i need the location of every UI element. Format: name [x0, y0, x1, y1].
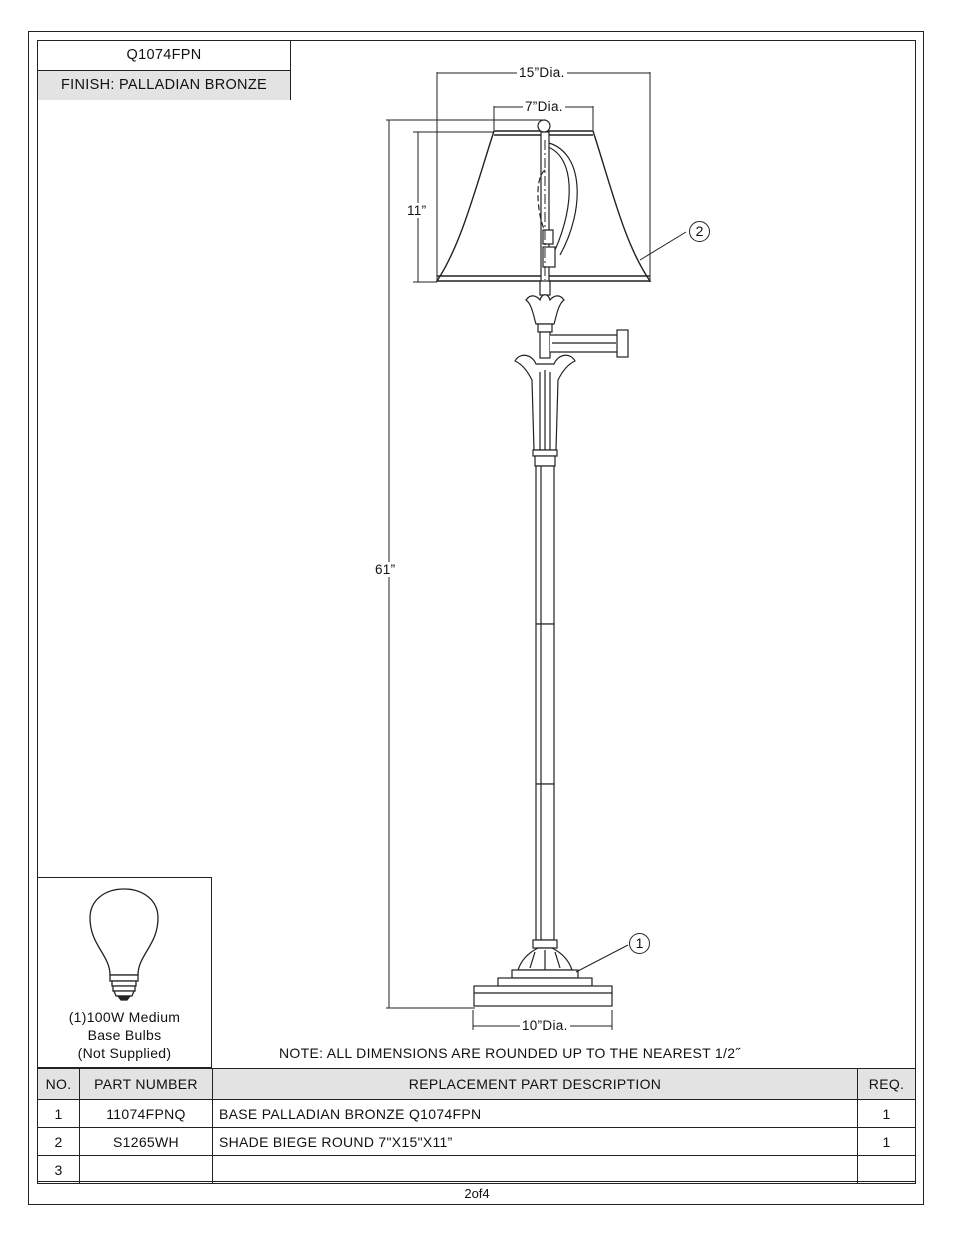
- shade-bottom-diameter: 15”Dia.: [519, 65, 565, 80]
- callout-shade: 2: [689, 221, 710, 242]
- bulb-text: (1)100W Medium Base Bulbs (Not Supplied): [68, 1009, 181, 1061]
- model-number: Q1074FPN: [126, 47, 202, 63]
- base-diameter: 10”Dia.: [522, 1018, 568, 1033]
- col-description: REPLACEMENT PART DESCRIPTION: [213, 1069, 858, 1100]
- dimensions-note: NOTE: ALL DIMENSIONS ARE ROUNDED UP TO THE NEAREST 1/2˝: [279, 1045, 741, 1061]
- bulb-info-box: [37, 877, 212, 1068]
- table-row: 1 11074FPNQ BASE PALLADIAN BRONZE Q1074FPN 1: [38, 1100, 916, 1128]
- table-row: 3: [38, 1156, 916, 1184]
- callout-base: 1: [629, 933, 650, 954]
- col-part-number: PART NUMBER: [80, 1069, 213, 1100]
- col-no: NO.: [38, 1069, 80, 1100]
- finish-label: FINISH: PALLADIAN BRONZE: [38, 70, 290, 100]
- lamp-stem-drawing: [474, 281, 628, 1006]
- parts-table: [37, 1068, 916, 1184]
- table-row: 2 S1265WH SHADE BIEGE ROUND 7"X15"X11” 1: [38, 1128, 916, 1156]
- page-number: 2of4: [464, 1186, 490, 1201]
- shade-height: 11”: [407, 203, 427, 218]
- table-header-row: [38, 1069, 916, 1100]
- shade-top-diameter: 7”Dia.: [525, 99, 563, 114]
- col-req: REQ.: [858, 1069, 916, 1100]
- overall-height: 61”: [375, 562, 396, 577]
